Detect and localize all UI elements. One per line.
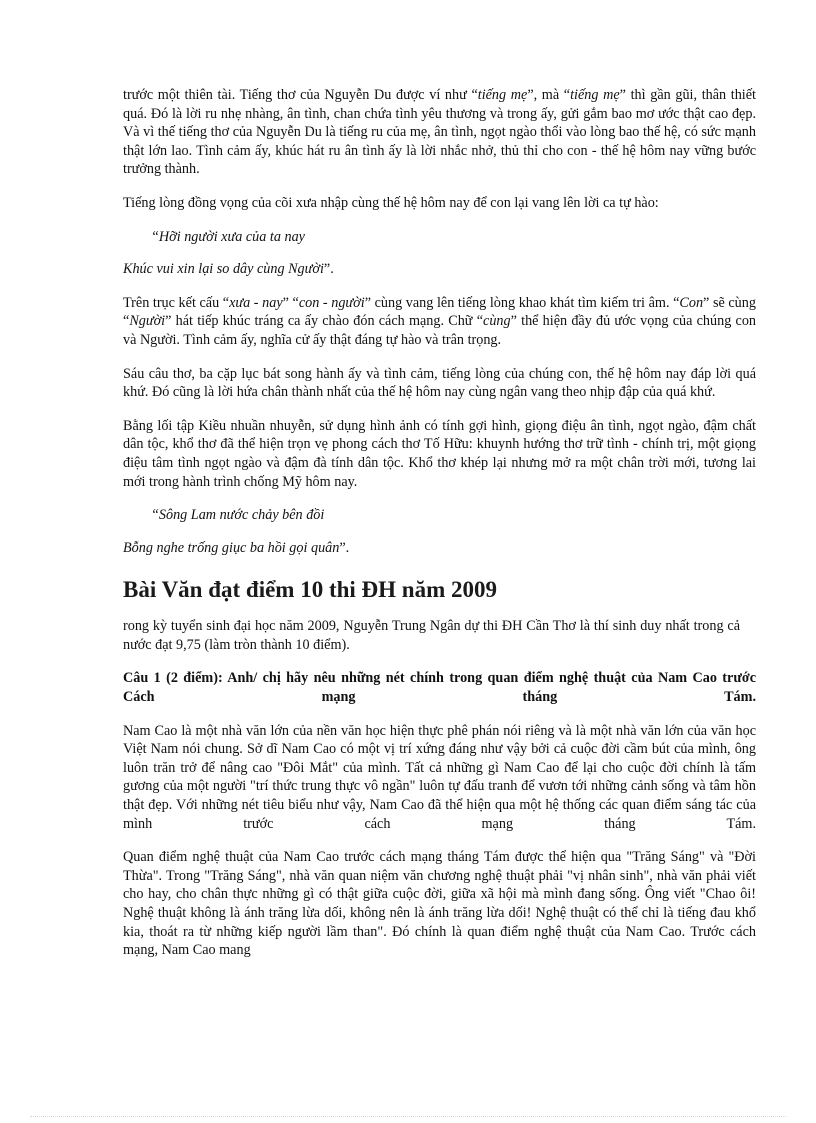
- text-run: ” hát tiếp khúc tráng ca ấy chào đón cách mạng. Chữ “: [165, 313, 484, 330]
- text-run: ” thể hiện đầy đủ ước vọng của chúng con và Người. Tình cảm ấy, nghĩa cử ấy thật đáng tự hào và trân trọng.: [123, 313, 757, 348]
- italic-quote: xưa - nay: [229, 294, 283, 311]
- paragraph-intro: rong kỳ tuyển sinh đại học năm 2009, Nguyễn Trung Ngân dự thi ĐH Cần Thơ là thí sinh duy nhất trong cả nước đạt 9,75 (làm tròn thành 10 điểm).: [123, 618, 740, 653]
- page-bottom-divider: [30, 1116, 786, 1117]
- italic-quote: tiếng mẹ: [570, 87, 620, 103]
- text-run: Trên trục kết cấu “: [123, 294, 230, 311]
- italic-quote: tiếng mẹ: [477, 87, 528, 103]
- poem-line: [123, 539, 756, 558]
- document-page: [123, 86, 756, 960]
- paragraph-nguyen-du: [123, 86, 756, 179]
- italic-quote: Con: [679, 294, 704, 311]
- paragraph-kieu-style: Bằng lối tập Kiều nhuần nhuyễn, sử dụng hình ảnh có tính gợi hình, giọng điệu ân tình, ngọt ngào, đậm chất dân tộc, khổ thơ đã thể hiện trọn vẹ phong cách thơ Tố Hữu: khuynh hướng thơ trữ tình - chính trị, một giọng điệu tâm tình ngọt ngào và đậm đà tính dân tộc. Khổ thơ khép lại nhưng mở ra một chân trời mới, tương lai mới trong hành trình chống Mỹ hôm nay.: [123, 417, 756, 490]
- text-run: ” thì gần gũi, thân thiết quá. Đó là lời ru nhẹ nhàng, ân tình, chan chứa tình yêu thương và trong ấy, gửi gắm bao mơ ước thật cao đẹp. Và vì thế tiếng thơ của Nguyễn Du là tiếng ru của mẹ, ân tình, ngọt ngào thổi vào lòng bao thế hệ, có sức mạnh thật lớn lao. Tình cảm ấy, khúc hát ru ân tình ấy là lời nhắc nhở, thủ thỉ cho con - thế hệ hôm nay vững bước trưởng thành.: [123, 87, 756, 178]
- paragraph-six-lines: Sáu câu thơ, ba cặp lục bát song hành ấy và tình cảm, tiếng lòng của chúng con, thế hệ hôm nay đáp lời quá khứ. Đó cũng là lời hứa chân thành nhất của thế hệ hôm nay cùng ngân vang theo nhịp đập của quá khứ.: [123, 365, 756, 401]
- paragraph-nam-cao-intro: Nam Cao là một nhà văn lớn của nền văn học hiện thực phê phán nói riêng và là một nhà văn lớn của văn học Việt Nam nói chung. Sở dĩ Nam Cao có một vị trí xứng đáng như vậy bởi cả cuộc đời cầm bút của mình, ông luôn trăn trở để nâng cao "Đôi Mắt" của mình. Tất cả những gì Nam Cao để lại cho cuộc đời chính là tấm gương của một người "trí thức trung thực vô ngần" luôn tự đấu tranh để vươn tới những cảnh sống và tâm hồn thật đẹp. Với những nét tiêu biểu như vậy, Nam Cao đã thể hiện qua một hệ thống các quan điểm sáng tác của mình trước cách mạng tháng Tám.: [123, 722, 756, 832]
- italic-quote: cùng: [483, 313, 511, 330]
- poem-line: “Hỡi người xưa của ta nay: [151, 228, 305, 245]
- poem-text: Bỗng nghe trống giục ba hồi gọi quân: [123, 539, 340, 556]
- text-run: ”, mà “: [527, 87, 571, 103]
- paragraph-echo: Tiếng lòng đồng vọng của cõi xưa nhập cùng thế hệ hôm nay để con lại vang lên lời ca tự hào:: [123, 194, 659, 211]
- italic-quote: con - người: [298, 294, 365, 311]
- section-heading: Bài Văn đạt điểm 10 thi ĐH năm 2009: [123, 577, 498, 603]
- poem-line: [123, 260, 756, 279]
- text-run: ” sẽ cùng “: [123, 294, 756, 330]
- paragraph-structure: [123, 294, 756, 350]
- exam-question: Câu 1 (2 điểm): Anh/ chị hãy nêu những nét chính trong quan điểm nghệ thuật của Nam Cao trước Cách mạng tháng Tám.: [123, 670, 756, 706]
- paragraph-nam-cao-view: Quan điểm nghệ thuật của Nam Cao trước cách mạng tháng Tám được thể hiện qua "Trăng Sáng" và "Đời Thừa". Trong "Trăng Sáng", nhà văn quan niệm văn chương nghệ thuật phải "vị nhân sinh", nhà văn phải viết cho hay, cho chân thực những gì có thật giữa cuộc đời, giữa xã hội mà mình đang sống. Ông viết "Chao ôi! Nghệ thuật không là ánh trăng lừa dối, không nên là ánh trăng lừa dối! Nghệ thuật có thể chỉ là tiếng đau khổ kia, thoát ra từ những kiếp người lầm than". Đó chính là quan điểm nghệ thuật của Nam Cao. Trước cách mạng, Nam Cao mang: [123, 849, 756, 959]
- poem-punct: ”.: [323, 261, 334, 278]
- italic-quote: Người: [129, 313, 166, 330]
- text-run: ” “: [282, 294, 299, 311]
- poem-line: “Sông Lam nước chảy bên đồi: [151, 507, 325, 524]
- text-run: ” cùng vang lên tiếng lòng khao khát tìm kiếm tri âm. “: [364, 294, 680, 311]
- poem-text: Khúc vui xin lại so dây cùng Người: [123, 261, 324, 278]
- text-run: trước một thiên tài. Tiếng thơ của Nguyễn Du được ví như “: [123, 87, 478, 103]
- poem-punct: ”.: [339, 539, 350, 556]
